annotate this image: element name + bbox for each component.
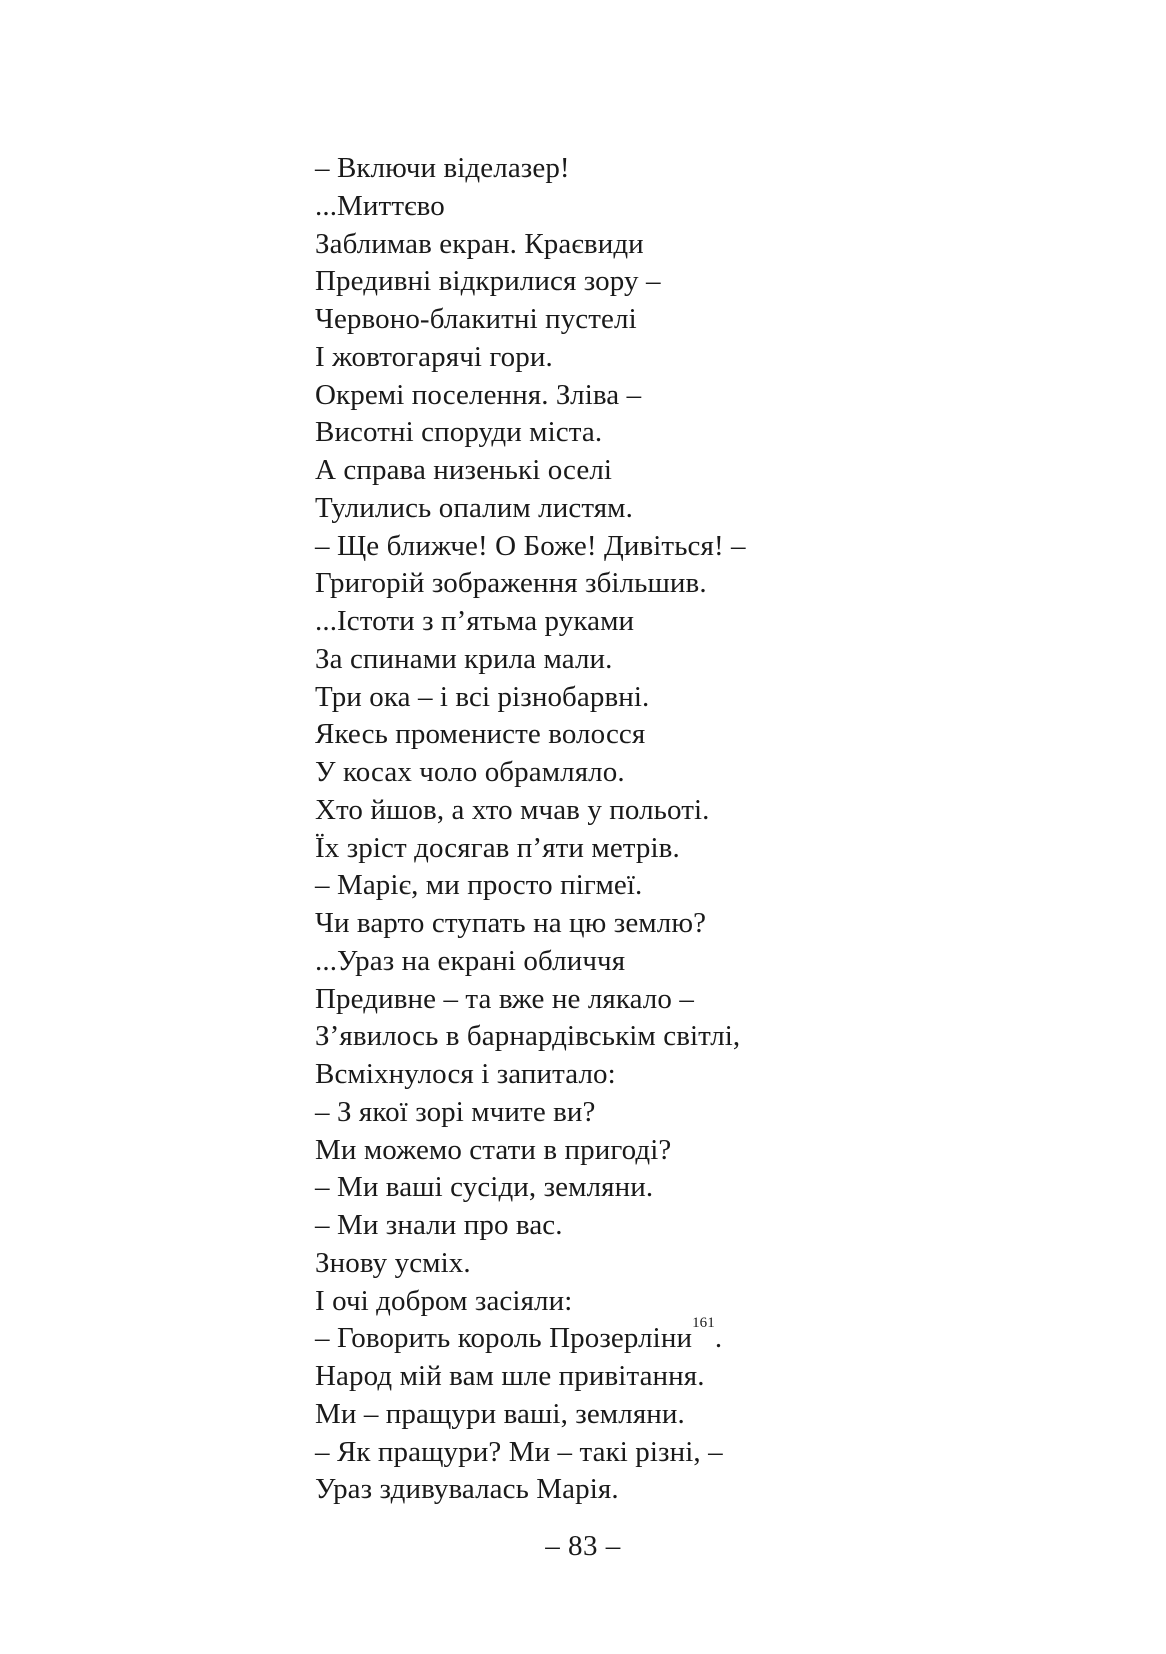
poem-line: Ураз здивувалась Марія. (315, 1473, 619, 1506)
poem-line-punctuation: . (714, 1322, 723, 1355)
poem-line: І очі добром засіяли: (315, 1284, 573, 1317)
poem-line: Тулились опалим листям. (315, 491, 633, 524)
poem-line: За спинами крила мали. (315, 642, 613, 675)
poem-line: Народ мій вам шле привітання. (315, 1360, 705, 1392)
footnote-marker[interactable]: 161 (692, 1315, 715, 1332)
poem-line: – Ми ваші сусіди, земляни. (315, 1171, 654, 1204)
poem-line: Хто йшов, а хто мчав у польоті. (315, 793, 710, 826)
poem-line: Висотні споруди міста. (315, 416, 603, 449)
poem-line: ...Ураз на екрані обличчя (315, 944, 626, 977)
poem-line: Заблимав екран. Краєвиди (315, 227, 644, 260)
poem-line: Чи варто ступать на цю землю? (315, 907, 707, 939)
poem-line: Предивне – та вже не лякало – (315, 982, 694, 1015)
poem-line: Окремі поселення. Зліва – (315, 378, 642, 411)
poem-line: Червоно-блакитні пустелі (315, 303, 637, 335)
poem-line: – Ми знали про вас. (315, 1209, 563, 1241)
poem-line: – З якої зорі мчите ви? (315, 1095, 596, 1128)
page-number: – 83 – (545, 1530, 621, 1562)
poem-line: А справа низенькі оселі (315, 454, 613, 486)
poem-line: Предивні відкрилися зору – (315, 265, 661, 298)
poem-line: Ми можемо стати в пригоді? (315, 1133, 672, 1166)
poem-line: – Включи віделазер! (315, 152, 570, 184)
poem-line: – Маріє, ми просто пігмеї. (315, 869, 643, 902)
poem-line: З’явилось в барнардівськім світлі, (315, 1020, 741, 1053)
poem-line-text: – Говорить король Прозерліни (315, 1322, 693, 1355)
poem-line: Знову усміх. (315, 1246, 471, 1279)
poem-text (315, 150, 955, 1509)
poem-line-with-footnote (315, 1315, 955, 1358)
poem-line: ...Істоти з п’ятьма руками (315, 605, 635, 637)
poem-line: Ми – пращури ваші, земляни. (315, 1397, 685, 1430)
poem-line: І жовтогарячі гори. (315, 340, 553, 373)
poem-line: – Як пращури? Ми – такі різні, – (315, 1435, 723, 1468)
poem-line: Три ока – і всі різнобарвні. (315, 680, 650, 713)
poem-line: Якесь променисте волосся (315, 718, 646, 751)
poem-line: Всміхнулося і запитало: (315, 1058, 616, 1090)
poem-line: Григорій зображення збільшив. (315, 567, 707, 600)
poem-line: У косах чоло обрамляло. (315, 756, 625, 788)
poem-line: – Ще ближче! О Боже! Дивіться! – (315, 529, 746, 562)
poem-line: ...Миттєво (315, 189, 445, 222)
poem-line: Їх зріст досягав п’яти метрів. (315, 831, 680, 864)
